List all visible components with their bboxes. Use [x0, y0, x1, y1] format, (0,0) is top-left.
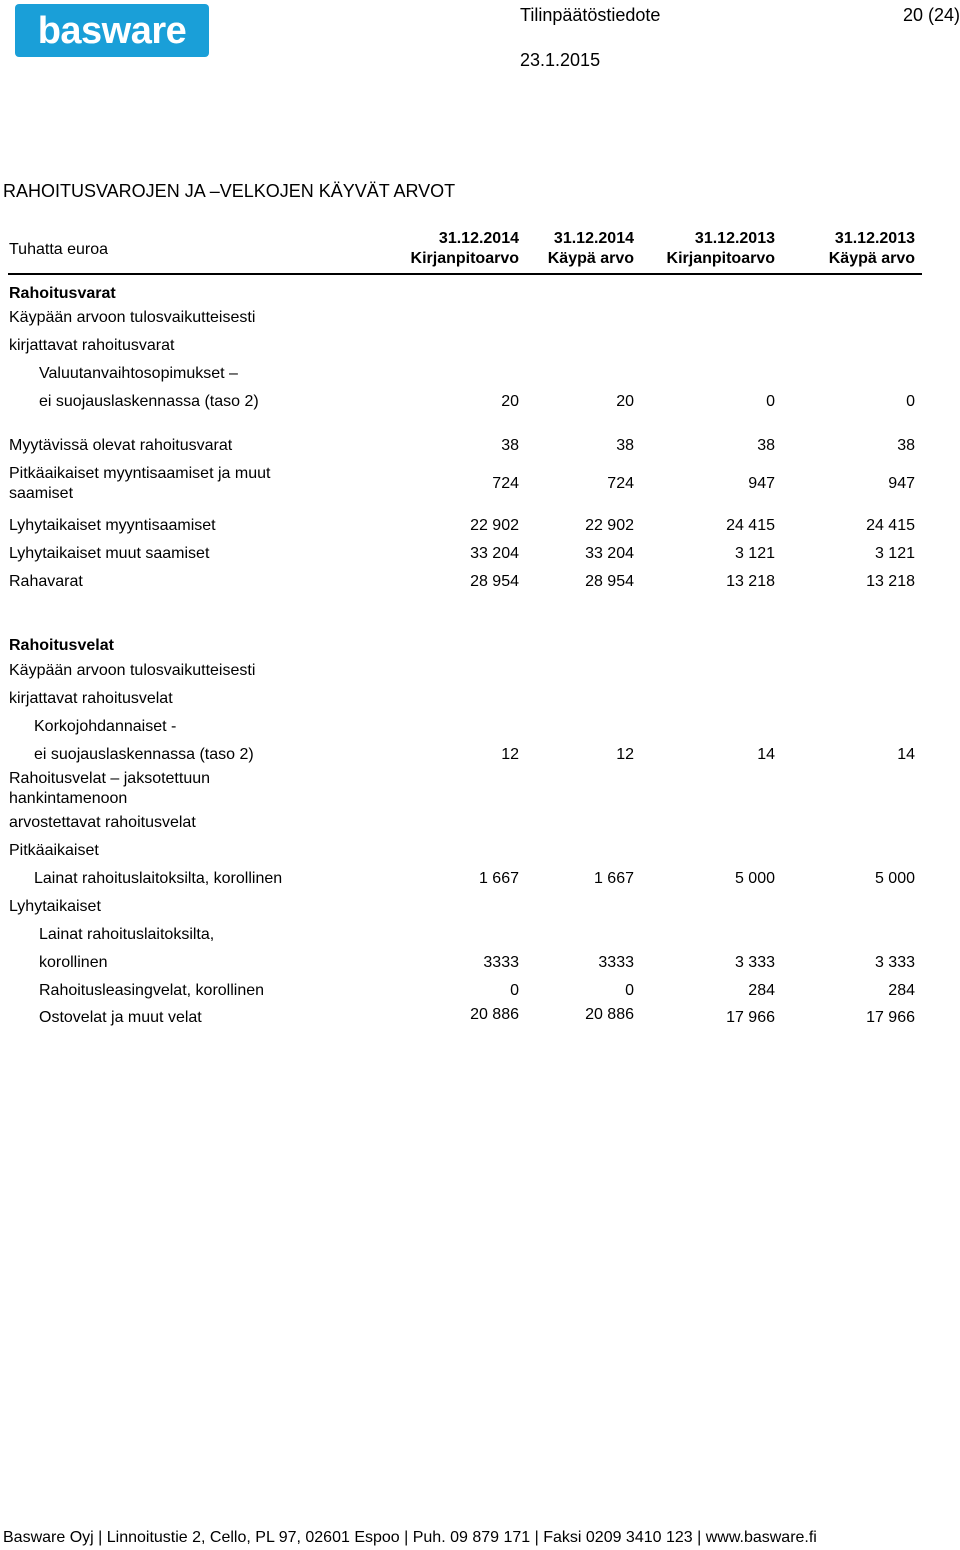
column-header-4 — [805, 229, 915, 269]
row-label: Rahoitusvelat — [9, 637, 114, 654]
table-cell: 284 — [888, 982, 915, 999]
row-label: kirjattavat rahoitusvarat — [9, 337, 175, 354]
column-header-1 — [359, 229, 519, 269]
column-header-date: 31.12.2014 — [553, 230, 634, 247]
row-label: Lyhytaikaiset muut saamiset — [9, 545, 210, 562]
row-label: Valuutanvaihtosopimukset – — [39, 365, 238, 382]
table-cell: 5 000 — [874, 870, 915, 887]
column-header-date: 31.12.2013 — [694, 230, 775, 247]
row-label: Lyhytaikaiset myyntisaamiset — [9, 517, 216, 534]
table-cell: 24 415 — [866, 517, 915, 534]
column-header-label: Käypä arvo — [828, 250, 915, 267]
table-cell: 3 333 — [734, 954, 775, 971]
table-cell: 13 218 — [726, 573, 775, 590]
table-cell: 17 966 — [726, 1009, 775, 1026]
row-label: Korkojohdannaiset - — [34, 718, 177, 735]
row-label: Pitkäaikaiset — [9, 842, 99, 859]
row-label: Lainat rahoituslaitoksilta, — [39, 926, 215, 943]
row-label: Ostovelat ja muut velat — [39, 1009, 202, 1026]
row-label-continued: saamiset — [9, 485, 74, 502]
table-cell: 3 121 — [874, 545, 915, 562]
table-cell: 38 — [897, 437, 915, 454]
table-cell: 3333 — [483, 954, 519, 971]
column-header-date: 31.12.2013 — [834, 230, 915, 247]
table-cell: 38 — [501, 437, 519, 454]
table-cell: 724 — [607, 475, 634, 492]
table-cell: 33 204 — [470, 545, 519, 562]
table-cell: 0 — [906, 393, 915, 410]
table-cell: 284 — [748, 982, 775, 999]
table-cell: 13 218 — [866, 573, 915, 590]
document-title: Tilinpäätöstiedote — [520, 5, 661, 25]
row-label: Pitkäaikaiset myyntisaamiset ja muut — [9, 465, 271, 482]
table-cell: 28 954 — [585, 573, 634, 590]
row-label: Rahoitusvarat — [9, 285, 116, 302]
row-label-continued: hankintamenoon — [9, 790, 128, 807]
table-cell: 17 966 — [866, 1009, 915, 1026]
row-label: Lainat rahoituslaitoksilta, korollinen — [34, 870, 283, 887]
table-cell: 947 — [748, 475, 775, 492]
row-label: ei suojauslaskennassa (taso 2) — [39, 393, 259, 410]
table-cell: 24 415 — [726, 517, 775, 534]
table-cell: 14 — [897, 746, 915, 763]
table-cell: 1 667 — [593, 870, 634, 887]
table-cell: 33 204 — [585, 545, 634, 562]
table-cell: 12 — [501, 746, 519, 763]
row-label: Lyhytaikaiset — [9, 898, 101, 915]
row-label: korollinen — [39, 954, 108, 971]
table-cell: 20 — [616, 393, 634, 410]
table-cell: 3 121 — [734, 545, 775, 562]
table-cell: 0 — [510, 982, 519, 999]
table-cell: 20 — [501, 393, 519, 410]
row-label: arvostettavat rahoitusvelat — [9, 814, 196, 831]
table-cell: 20 886 — [585, 1006, 634, 1023]
table-cell: 22 902 — [585, 517, 634, 534]
column-header-3 — [635, 229, 775, 269]
table-cell: 3333 — [598, 954, 634, 971]
page-number: 20 (24) — [902, 5, 960, 25]
section-heading: RAHOITUSVAROJEN JA –VELKOJEN KÄYVÄT ARVOT — [3, 181, 456, 201]
table-cell: 38 — [757, 437, 775, 454]
row-label: Käypään arvoon tulosvaikutteisesti — [9, 309, 256, 326]
unit-label: Tuhatta euroa — [9, 241, 109, 258]
column-header-label: Käypä arvo — [547, 250, 634, 267]
table-cell: 22 902 — [470, 517, 519, 534]
table-cell: 20 886 — [470, 1006, 519, 1023]
table-cell: 0 — [625, 982, 634, 999]
table-cell: 1 667 — [478, 870, 519, 887]
column-header-label: Kirjanpitoarvo — [666, 250, 775, 267]
logo-text: basware — [37, 9, 187, 52]
row-label: Rahavarat — [9, 573, 83, 590]
column-header-2 — [524, 229, 634, 269]
table-cell: 38 — [616, 437, 634, 454]
table-cell: 12 — [616, 746, 634, 763]
row-label: kirjattavat rahoitusvelat — [9, 690, 173, 707]
row-label: Myytävissä olevat rahoitusvarat — [9, 437, 233, 454]
column-header-label: Kirjanpitoarvo — [410, 250, 519, 267]
row-label: Rahoitusvelat – jaksotettuun — [9, 770, 211, 787]
row-label: Käypään arvoon tulosvaikutteisesti — [9, 662, 256, 679]
basware-logo — [15, 4, 209, 57]
table-cell: 3 333 — [874, 954, 915, 971]
table-cell: 0 — [766, 393, 775, 410]
row-label: ei suojauslaskennassa (taso 2) — [34, 746, 254, 763]
document-date: 23.1.2015 — [520, 50, 601, 70]
table-cell: 724 — [492, 475, 519, 492]
page-footer: Basware Oyj | Linnoitustie 2, Cello, PL 97, 02601 Espoo | Puh. 09 879 171 | Faksi 0209 3410 123 | www.basware.fi — [3, 1529, 817, 1546]
table-cell: 947 — [888, 475, 915, 492]
row-label: Rahoitusleasingvelat, korollinen — [39, 982, 265, 999]
table-cell: 14 — [757, 746, 775, 763]
table-cell: 5 000 — [734, 870, 775, 887]
column-header-date: 31.12.2014 — [438, 230, 519, 247]
header-divider — [8, 273, 922, 275]
table-cell: 28 954 — [470, 573, 519, 590]
